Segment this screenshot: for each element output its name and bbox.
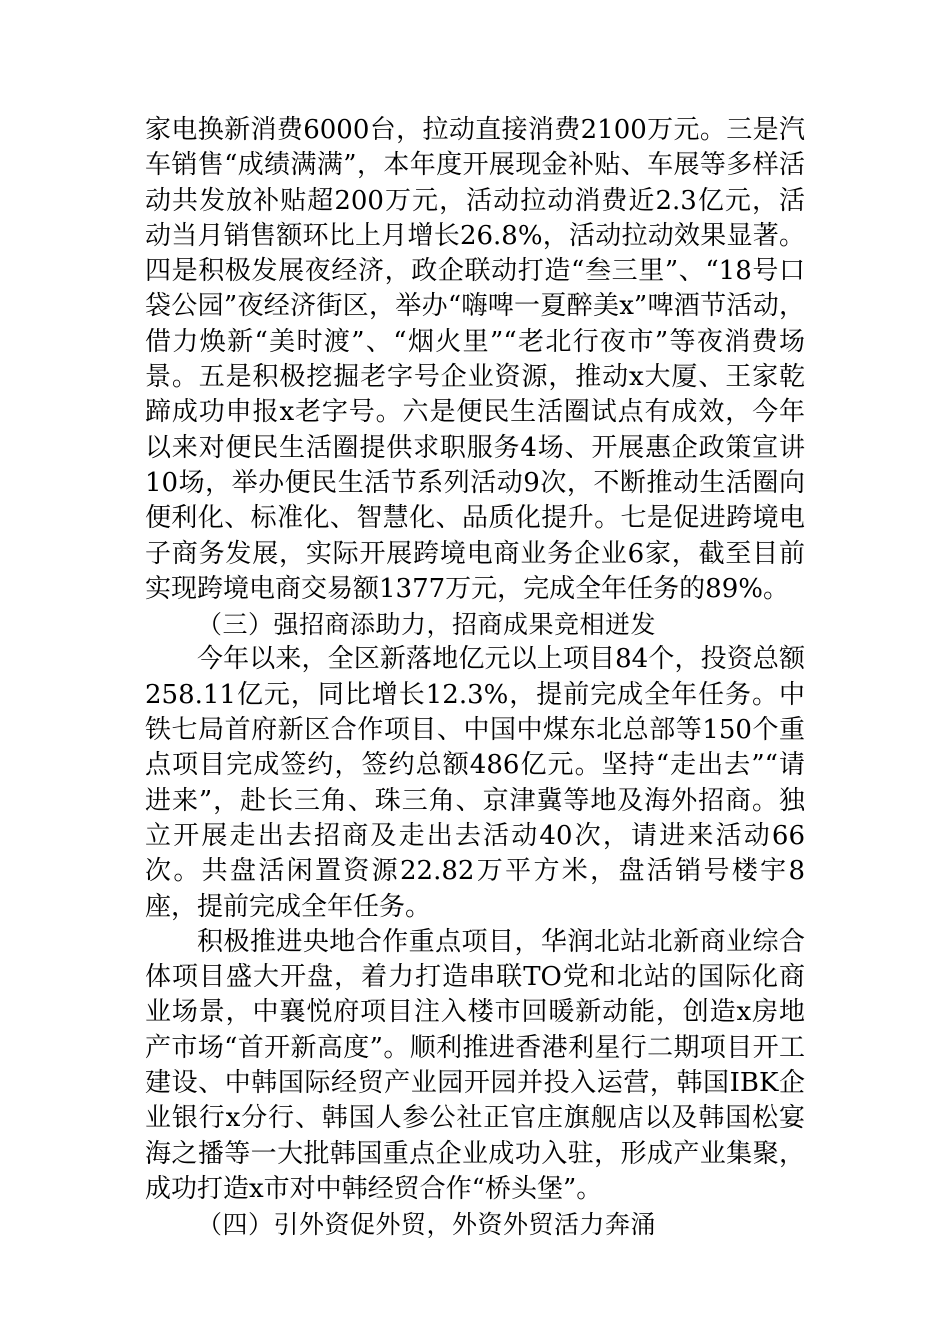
body-paragraph: 家电换新消费6000台，拉动直接消费2100万元。三是汽车销售“成绩满满”，本年度开展现金补贴、车展等多样活动共发放补贴超200万元，活动拉动消费近2.3亿元，活动当月销售额环比上月增长26.8%，活动拉动效果显著。四是积极发展夜经济，政企联动打造“叁三里”、“18号口袋公园”夜经济街区，举办“嗨啤一夏醉美x”啤酒节活动，借力焕新“美时渡”、“烟火里”“老北行夜市”等夜消费场景。五是积极挖掘老字号企业资源，推动x大厦、王家乾蹄成功申报x老字号。六是便民生活圈试点有成效，今年以来对便民生活圈提供求职服务4场、开展惠企政策宣讲10场，举办便民生活节系列活动9次，不断推动生活圈向便利化、标准化、智慧化、品质化提升。七是促进跨境电子商务发展，实际开展跨境电商业务企业6家，截至目前实现跨境电商交易额1377万元，完成全年任务的89%。 xyxy=(145,115,805,604)
section-heading: （三）强招商添助力，招商成果竞相迸发 xyxy=(197,610,657,640)
section-heading: （四）引外资促外贸，外资外贸活力奔涌 xyxy=(197,1210,657,1240)
body-paragraph: 今年以来，全区新落地亿元以上项目84个，投资总额258.11亿元，同比增长12.3%，提前完成全年任务。中铁七局首府新区合作项目、中国中煤东北总部等150个重点项目完成签约，签约总额486亿元。坚持“走出去”“请进来”，赴长三角、珠三角、京津冀等地及海外招商。独立开展走出去招商及走出去活动40次，请进来活动66次。共盘活闲置资源22.82万平方米，盘活销号楼宇8座，提前完成全年任务。 xyxy=(145,644,805,922)
body-paragraph: 积极推进央地合作重点项目，华润北站北新商业综合体项目盛大开盘，着力打造串联TO党和北站的国际化商业场景，中襄悦府项目注入楼市回暖新动能，创造x房地产市场“首开新高度”。顺利推进香港利星行二期项目开工建设、中韩国际经贸产业园开园并投入运营，韩国IBK企业银行x分行、韩国人参公社正官庄旗舰店以及韩国松宴海之播等一大批韩国重点企业成功入驻，形成产业集聚，成功打造x市对中韩经贸合作“桥头堡”。 xyxy=(145,926,805,1204)
document-page xyxy=(145,113,805,1243)
